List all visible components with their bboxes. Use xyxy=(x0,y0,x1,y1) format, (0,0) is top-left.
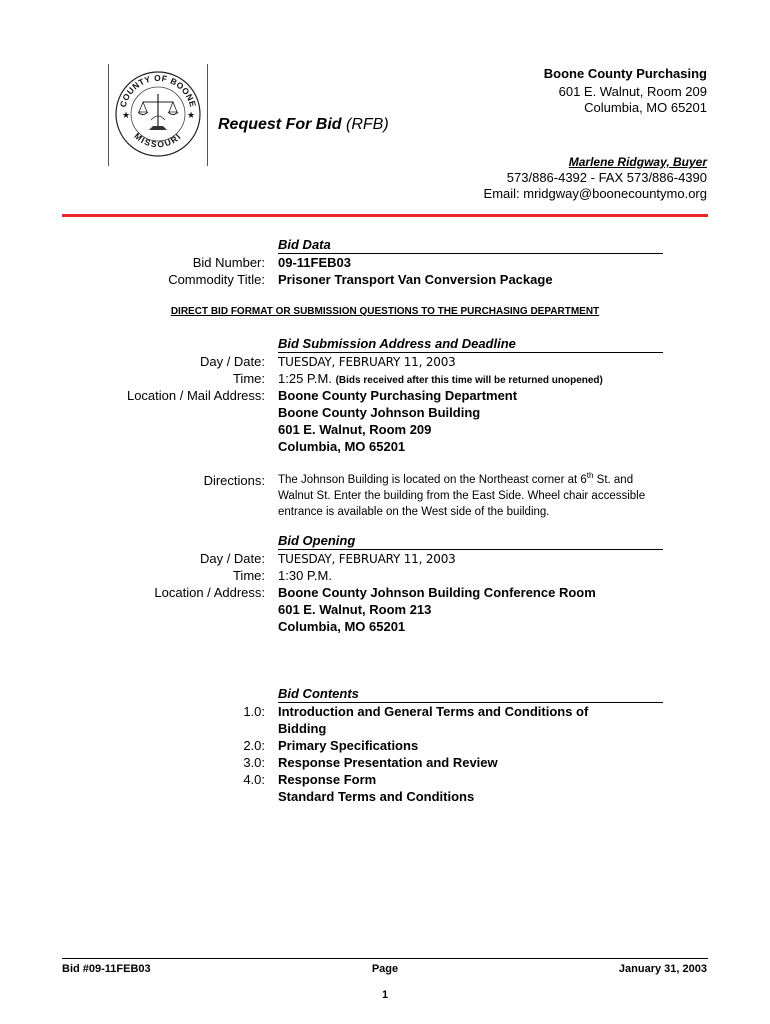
contents-item-number: 4.0: xyxy=(243,772,265,787)
submission-location-line: Boone County Purchasing Department xyxy=(278,388,518,403)
page-title xyxy=(218,116,389,134)
title-abbrev: (RFB) xyxy=(346,116,389,133)
title-main: Request For Bid xyxy=(218,116,342,133)
svg-text:MISSOURI xyxy=(132,131,183,150)
opening-heading: Bid Opening xyxy=(278,533,663,550)
opening-time-label: Time: xyxy=(232,568,265,583)
directions-part: St. and Walnut St. Enter the building from the East Side. Wheel chair accessible entrance is available on the West side of the building. xyxy=(278,473,646,518)
bid-number-label: Bid Number: xyxy=(192,255,265,270)
opening-day: TUESDAY, FEBRUARY 11, 2003 xyxy=(278,552,456,566)
org-name: Boone County Purchasing xyxy=(543,66,707,81)
opening-location-line: Columbia, MO 65201 xyxy=(278,619,406,634)
footer-divider xyxy=(62,958,708,959)
opening-time: 1:30 P.M. xyxy=(278,568,332,583)
footer-bid-id: Bid #09-11FEB03 xyxy=(62,963,151,975)
opening-location-line: Boone County Johnson Building Conference Room xyxy=(278,585,596,600)
county-seal-icon xyxy=(113,68,203,160)
submission-location-line: 601 E. Walnut, Room 209 xyxy=(278,422,432,437)
contents-item: Response Form xyxy=(278,772,377,787)
bid-data-heading: Bid Data xyxy=(278,237,663,254)
commodity-label: Commodity Title: xyxy=(168,272,265,287)
submission-notice: DIRECT BID FORMAT OR SUBMISSION QUESTIONS TO THE PURCHASING DEPARTMENT xyxy=(170,306,600,317)
opening-day-label: Day / Date: xyxy=(199,551,265,566)
contents-item: Response Presentation and Review xyxy=(278,755,498,770)
submission-time-label: Time: xyxy=(232,371,265,386)
contents-item: Standard Terms and Conditions xyxy=(278,789,475,804)
submission-heading: Bid Submission Address and Deadline xyxy=(278,336,663,353)
footer-date: January 31, 2003 xyxy=(618,963,707,975)
submission-time: 1:25 P.M. xyxy=(278,371,332,386)
contents-item: Introduction and General Terms and Conditions of xyxy=(278,704,589,719)
directions-superscript: th xyxy=(586,471,594,480)
submission-day-label: Day / Date: xyxy=(199,354,265,369)
submission-location-label: Location / Mail Address: xyxy=(126,388,265,403)
county-seal xyxy=(108,64,208,166)
directions-label: Directions: xyxy=(203,473,265,488)
opening-location-label: Location / Address: xyxy=(154,585,265,600)
contents-item: Primary Specifications xyxy=(278,738,419,753)
svg-text:★: ★ xyxy=(122,110,131,120)
late-bid-note: (Bids received after this time will be returned unopened) xyxy=(335,375,603,386)
org-address-2: Columbia, MO 65201 xyxy=(584,100,707,115)
contents-item-number: 1.0: xyxy=(243,704,265,719)
submission-time-row xyxy=(278,371,603,386)
submission-location-line: Boone County Johnson Building xyxy=(278,405,481,420)
submission-day: TUESDAY, FEBRUARY 11, 2003 xyxy=(278,355,456,369)
opening-location-line: 601 E. Walnut, Room 213 xyxy=(278,602,432,617)
seal-bottom-text: MISSOURI xyxy=(132,130,184,150)
buyer-name: Marlene Ridgway, Buyer xyxy=(568,155,707,169)
submission-location-line: Columbia, MO 65201 xyxy=(278,439,406,454)
bid-number: 09-11FEB03 xyxy=(278,255,351,270)
contents-heading: Bid Contents xyxy=(278,686,663,703)
footer-page-label: Page xyxy=(371,963,399,975)
contents-item-number: 2.0: xyxy=(243,738,265,753)
commodity-title: Prisoner Transport Van Conversion Package xyxy=(278,272,553,287)
page-number: 1 xyxy=(381,989,389,1001)
contents-item-number: 3.0: xyxy=(243,755,265,770)
header-divider xyxy=(62,214,708,217)
seal-top-text: COUNTY OF BOONE xyxy=(117,72,199,109)
svg-text:★: ★ xyxy=(187,110,196,120)
email-address: Email: mridgway@boonecountymo.org xyxy=(483,186,707,201)
contents-item-continued: Bidding xyxy=(278,721,327,736)
directions-part: The Johnson Building is located on the Northeast corner at 6 xyxy=(278,473,587,486)
phone-fax: 573/886-4392 - FAX 573/886-4390 xyxy=(506,170,707,185)
directions-text xyxy=(278,468,658,520)
org-address-1: 601 E. Walnut, Room 209 xyxy=(558,84,707,99)
